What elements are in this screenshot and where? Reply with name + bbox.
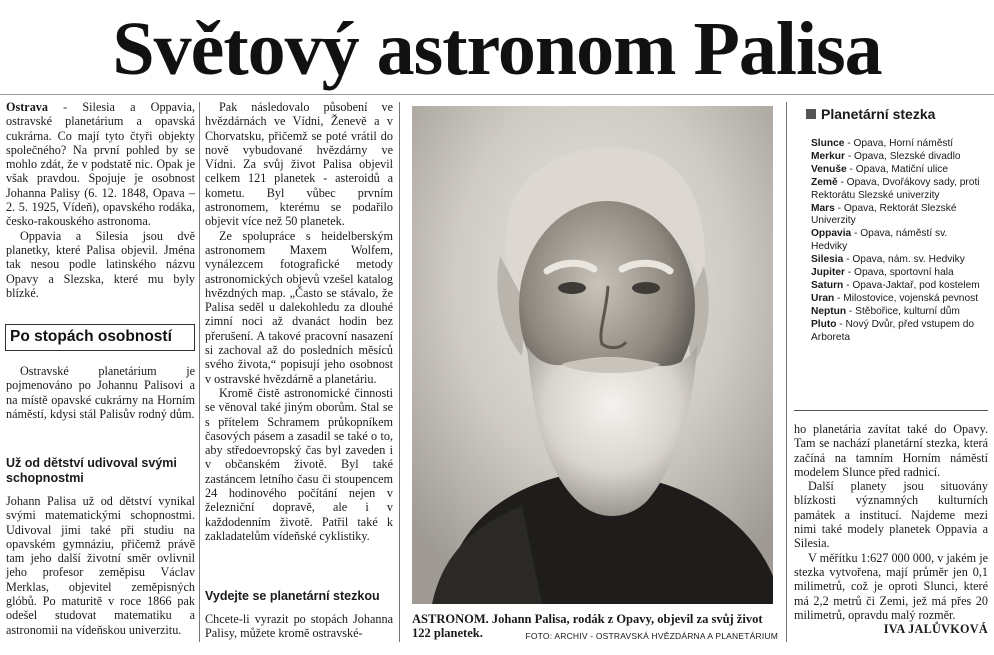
planet-location: - Opava, Matiční ulice [846,163,949,175]
list-item [811,280,981,293]
subheading: Už od dětství udivoval svými schopnostmi [6,456,177,485]
column-1-bottom [6,494,195,637]
planet-location: - Opava, Slezské divadlo [844,150,961,162]
paragraph: Oppavia a Silesia jsou dvě planetky, které Palisa objevil. Jména tak nesou podle latinského názvu Opavy a Slezska, které mu byly blízké. [6,228,195,300]
square-bullet-icon [806,109,816,119]
paragraph: Ostravské planetárium je pojmenováno po Johannu Palisovi a na místě opavské cukrárny na Horním náměstí, kdysi stál Palisův rodný dům. [6,364,195,421]
column-2-bottom [205,612,393,641]
column-2 [205,100,393,543]
column-4 [794,422,988,636]
paragraph: Ze spolupráce s heidelberským astronomem Maxem Wolfem, vynálezcem fotografické metody astronomických objevů vzešel katalog hvězdných map. „Často se stávalo, že Palisa seděl u dalekohledu za dlouhé zimní noci až dvanáct hodin bez přerušení. A takové pracovní nasazení si zachoval až do posledních měsíců svého života,“ popisují jeho osobnost v ostravské hvězdárně a planetáriu. [205,228,393,386]
column-divider [786,102,787,642]
column-1 [6,100,195,300]
subheading: Vydejte se planetární stezkou [205,589,380,603]
headline: Světový astronom Palisa [112,7,882,91]
planet-name: Země [811,176,838,188]
caption-text: ASTRONOM. Johann Palisa, rodák z Opavy, objevil za svůj život 122 planetek. [412,612,763,640]
list-item [811,151,981,164]
paragraph: Další planety jsou situovány blízkosti významných kulturních památek a institucí. Najdeme mezi nimi také modely planetek Oppavia a Silesia. [794,479,988,551]
planet-name: Venuše [811,163,847,175]
planet-location: - Opava, Horní náměstí [844,138,954,149]
planet-name: Jupiter [811,267,845,279]
list-item [811,254,981,267]
planet-location: - Stěbořice, kulturní dům [846,305,960,317]
paragraph [794,550,988,637]
photo-caption [412,612,778,643]
planet-location: - Nový Dvůr, před vstupem do Arboreta [811,318,975,343]
photo-credit: FOTO: ARCHIV - OSTRAVSKÁ HVĚZDÁRNA A PLANETÁRIUM [525,631,778,641]
planet-name: Pluto [811,318,837,330]
portrait-illustration [412,106,773,604]
planet-location: - Opava, nám. sv. Hedviky [843,254,965,266]
list-item [811,203,981,229]
sidebar-title-text: Planetární stezka [821,106,936,122]
sidebar-rule [794,410,988,411]
planet-name: Uran [811,292,835,304]
paragraph: Chcete-li vyrazit po stopách Johanna Palisy, můžete kromě ostravské- [205,612,393,641]
list-item [811,293,981,306]
list-item [811,267,981,280]
list-item [811,228,981,254]
intro-text: - Silesia a Oppavia, ostravské planetárium a opavská cukrárna. Co mají tyto čtyři objekty společného? Na první pohled by se mohlo zdát, že v podstatě nic. Opak je však pravdou. Spojuje je osobnost Johanna Palisy (6. 12. 1848, Opava – 2. 5. 1925, Vídeň), opavského rodáka, česko-rakouského astronoma. [6,100,195,229]
planet-list [811,138,981,345]
section-heading-box: Po stopách osobností [5,324,195,351]
list-item [811,306,981,319]
planet-location: - Opava, Rektorát Slezské Univerzity [811,202,957,227]
column-divider [399,102,400,642]
planet-location: - Opava-Jaktař, pod kostelem [843,279,980,291]
planet-location: - Opava, náměstí sv. Hedviky [811,228,948,253]
list-item [811,138,981,151]
paragraph: ho planetária zavítat také do Opavy. Tam se nachází planetární stezka, která začíná na tamním Horním náměstí modelem Slunce před radnicí. [794,422,988,479]
paragraph: Pak následovalo působení ve hvězdárnách ve Vídni, Ženevě a v Chorvatsku, přičemž se poté vrátil do nově vybudované hvězdárny ve Vídni. Za svůj život Palisa objevil celkem 121 planetek - asteroidů a kometu. Byl vůbec prvním astronomem, kterému se podařilo objevit více než 50 planetek. [205,100,393,229]
planet-name: Neptun [811,305,847,317]
planet-name: Mars [811,202,835,214]
planet-name: Silesia [811,254,844,266]
author-signature: IVA JALŮVKOVÁ [883,622,988,637]
dateline: Ostrava [6,100,48,114]
portrait-photo [412,106,773,604]
paragraph-text: V měřítku 1:627 000 000, v jakém je stezka vytvořena, mají průměr jen 0,1 milimetrů, což je oproti Slunci, které má 2,2 metrů či Zemi, jež má přes 20 milimetrů, opravdu malý rozměr. [794,550,988,622]
column-divider [199,102,200,642]
planet-name: Slunce [811,138,845,149]
planet-name: Oppavia [811,228,852,240]
paragraph: Johann Palisa už od dětství vynikal svými matematickými schopnostmi. Udivoval jimi také při studiu na opavském gymnáziu, přičemž právě tam jeho další životní směr ovlivnil jeho profesor zeměpisu Václav Merklas, objevitel zeměpisných glóbů. Po maturitě v roce 1866 pak odešel studovat matematiku a astronomii na vídeňskou univerzitu. [6,494,195,637]
planet-location: - Opava, sportovní hala [844,267,954,279]
intro-paragraph [6,100,195,229]
planet-name: Merkur [811,150,845,162]
planet-location: - Milostovice, vojenská pevnost [834,292,979,304]
paragraph: Kromě čistě astronomické činnosti se věnoval také jiným oborům. Stal se s přítelem Schramem průkopníkem časových pásem a zasadil se také o to, aby středoevropský čas byl zaveden i v občanském životě. Byl také zastáncem letního času či stoupencem 24 hodinového počítání nejen v železniční dopravě, ale i v každodenním životě. Patřil také k zakladatelům vídeňské cyklistiky. [205,385,393,543]
list-item [811,177,981,203]
planet-location: - Opava, Dvořákovy sady, proti Rektorátu Slezské univerzity [811,176,980,201]
headline-rule [0,94,994,95]
list-item [811,164,981,177]
sidebar-title [806,106,986,122]
column-1-lower [6,364,195,421]
list-item [811,319,981,345]
planet-name: Saturn [811,279,844,291]
